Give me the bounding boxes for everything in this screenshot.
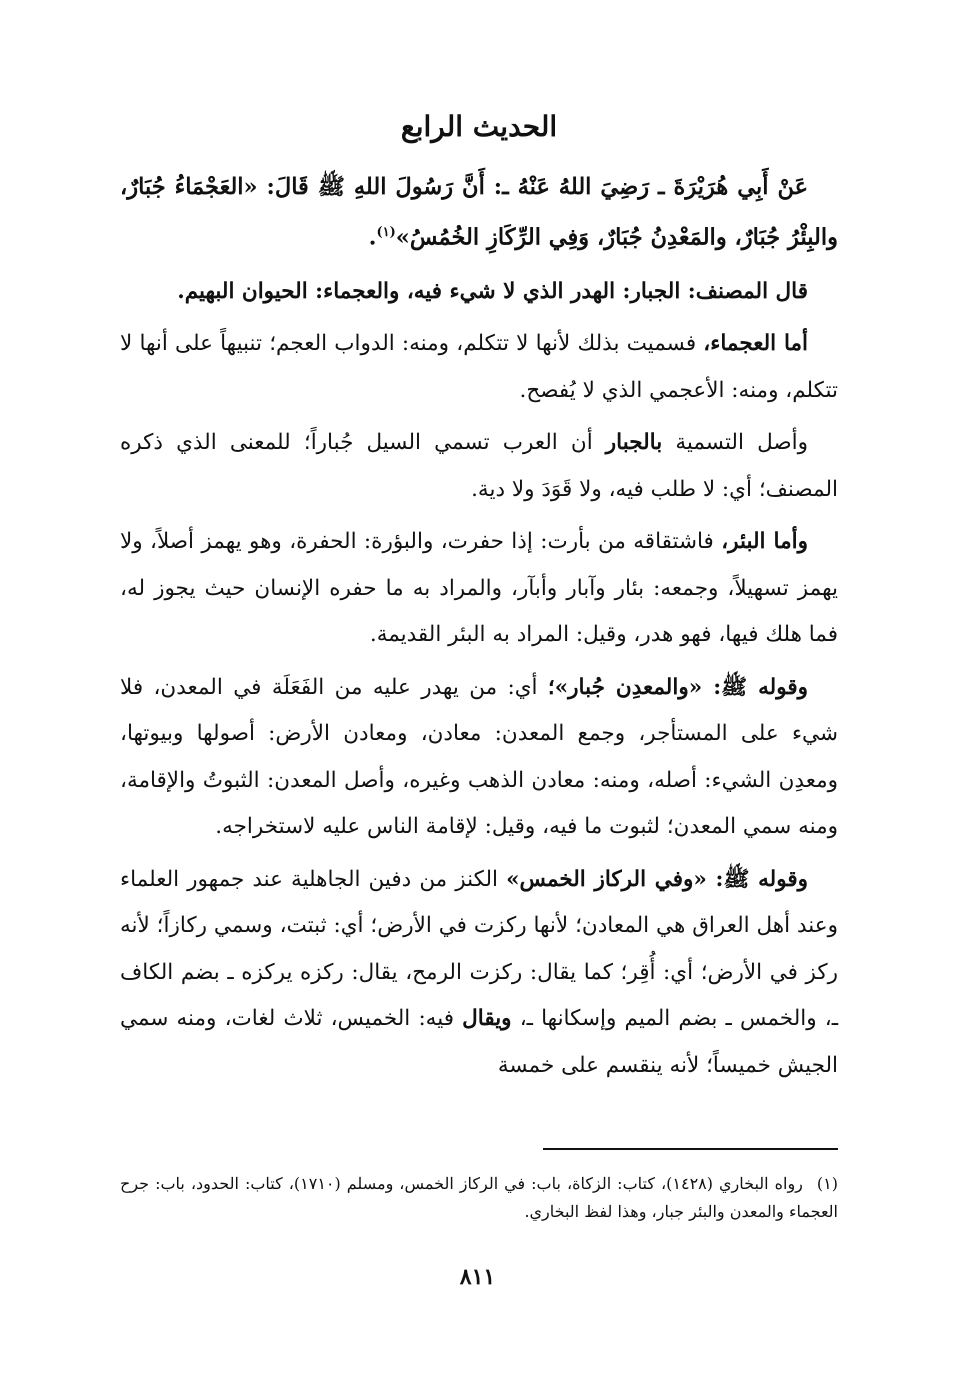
paragraph-jubar — [120, 420, 838, 513]
paragraph-bold: بالجبار — [605, 430, 663, 455]
paragraph-text-continued: فيه: الخميس، ثلاث لغات، ومنه سمي الجيش خميساً؛ لأنه ينقسم على خمسة — [120, 1006, 838, 1078]
paragraph-lead: وقوله ﷺ: «وفي الركاز الخمس» — [506, 866, 808, 892]
footnote-marker: (١) — [816, 1174, 839, 1193]
footnote-reference[interactable]: (١) — [376, 225, 396, 240]
page-number: ٨١١ — [459, 1264, 496, 1290]
footnote-divider — [543, 1148, 838, 1150]
paragraph-text: فسميت بذلك لأنها لا تتكلم، ومنه: الدواب العجم؛ تنبيهاً على أنها لا تتكلم، ومنه: الأعجمي الذي لا يُفصح. — [120, 331, 838, 403]
paragraph-lead: قال المصنف: الجبار: الهدر الذي لا شيء فيه، والعجماء: الحيوان البهيم. — [177, 278, 808, 304]
paragraph-madin — [120, 665, 838, 851]
paragraph-bir — [120, 519, 838, 659]
chapter-title: الحديث الرابع — [400, 110, 558, 143]
paragraph-text: الكنز من دفين الجاهلية عند جمهور العلماء وعند أهل العراق هي المعادن؛ لأنها ركزت في الأرض؛ أي: ثبتت، وسمي ركازاً؛ لأنه ركز في الأرض؛ أي: أُقِر؛ كما يقال: ركزت الرمح، يقال: ركزه يركزه ـ بضم الكاف ـ، والخمس ـ بضم الميم وإسكانها ـ، — [120, 866, 838, 1031]
hadith-body: عَنْ أَبِي هُرَيْرَةَ ـ رَضِيَ اللهُ عَنْهُ ـ: أَنَّ رَسُولَ اللهِ ﷺ قَالَ: «العَجْمَاءُ جُبَارٌ، والبِئْرُ جُبَارٌ، والمَعْدِنُ جُبَارٌ، وَفِي الرِّكَازِ الخُمُسُ» — [120, 174, 838, 251]
paragraph-lead: أما العجماء، — [703, 331, 808, 356]
paragraph-ajmaa — [120, 321, 838, 414]
paragraph-text: أي: من يهدر عليه من الفَعَلَة في المعدن، فلا شيء على المستأجر، وجمع المعدن: معادن، ومعادن الأرض: أصولها وبيوتها، ومعدِن الشيء: أصله، ومنه: معادن الذهب وغيره، وأصل المعدن: الثبوتُ والإقامة، ومنه سمي المعدن؛ لثبوت ما فيه، وقيل: لإقامة الناس عليه لاستخراجه. — [120, 674, 838, 839]
paragraph-bold: ويقال — [462, 1006, 512, 1031]
hadith-text — [120, 164, 838, 261]
paragraph-pre: وأصل التسمية — [662, 430, 808, 455]
paragraph-lead: وأما البئر، — [721, 529, 808, 554]
paragraph-text: أن العرب تسمي السيل جُباراً؛ للمعنى الذي ذكره المصنف؛ أي: لا طلب فيه، ولا قَوَدَ ولا دية. — [120, 430, 838, 502]
paragraph-rikaz — [120, 857, 838, 1090]
paragraph-author-definition — [120, 269, 838, 316]
page-body — [120, 104, 838, 1095]
footnote-text: رواه البخاري (١٤٢٨)، كتاب: الزكاة، باب: في الركاز الخمس، ومسلم (١٧١٠)، كتاب: الحدود، باب: جرح العجماء والمعدن والبئر جبار، وهذا لفظ البخاري. — [120, 1174, 838, 1221]
paragraph-text: فاشتقاقه من بأرت: إذا حفرت، والبؤرة: الحفرة، وهو يهمز أصلاً، ولا يهمز تسهيلاً، وجمعه: بئار وآبار وأبآر، والمراد به ما حفره الإنسان حيث يجوز له، فما هلك فيها، فهو هدر، وقيل: المراد به البئر القديمة. — [120, 529, 838, 647]
paragraph-lead: وقوله ﷺ: «والمعدِن جُبار»؛ — [547, 674, 808, 700]
footnote — [120, 1170, 838, 1226]
hadith-end: . — [368, 224, 377, 251]
